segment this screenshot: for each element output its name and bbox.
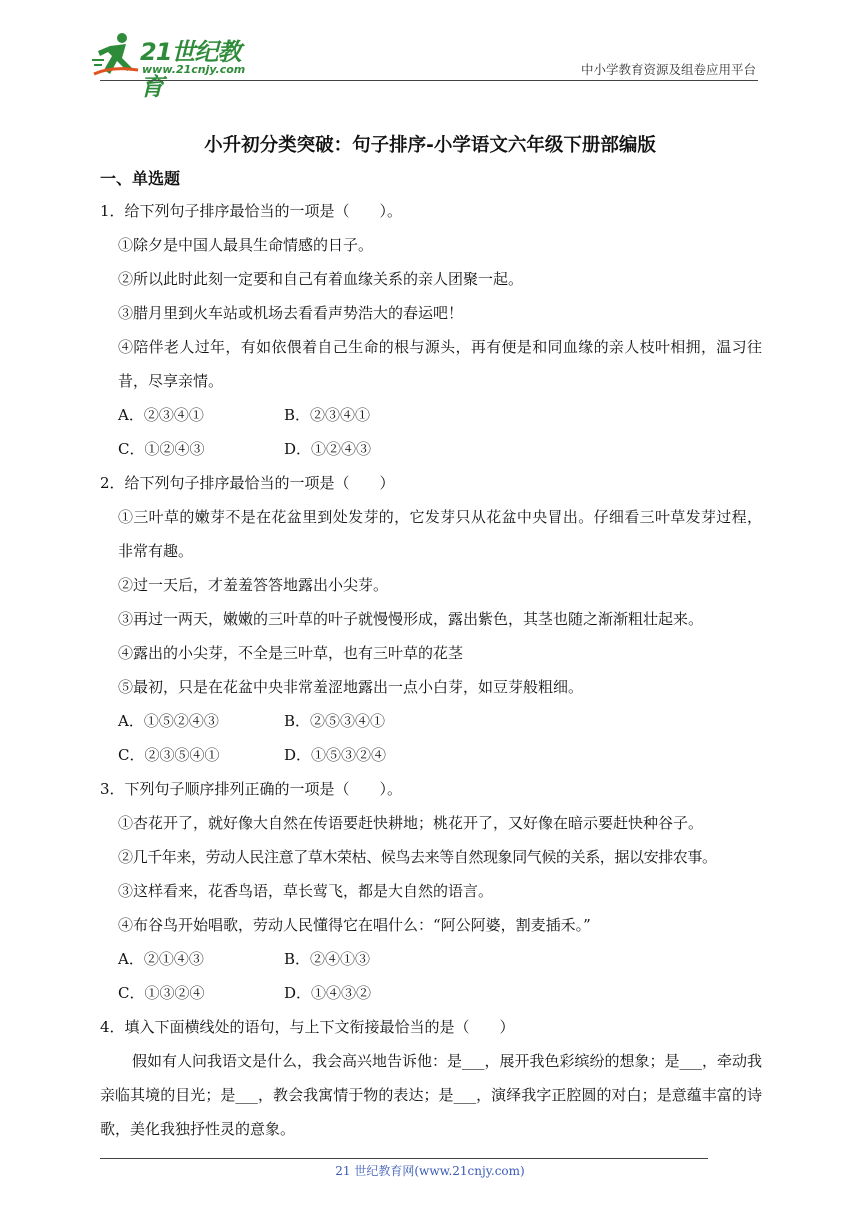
logo-brand: 21世纪教育 [140,38,241,101]
sentence-item: ④陪伴老人过年，有如依偎着自己生命的根与源头，再有便是和同血缘的亲人枝叶相拥，温习往昔，尽享亲情。 [118,338,762,390]
option-a[interactable]: A．②①④③ [118,950,204,968]
sentence-item: ②所以此时此刻一定要和自己有着血缘关系的亲人团聚一起。 [118,270,524,288]
section-heading: 一、单选题 [100,169,181,188]
options-row [100,704,762,738]
header-divider [100,80,758,81]
question-stem: 2．给下列句子排序最恰当的一项是（ ） [100,474,395,492]
sentence-item: ①三叶草的嫩芽不是在花盆里到处发芽的，它发芽只从花盆中央冒出。仔细看三叶草发芽过程，非常有趣。 [118,508,762,560]
sentence-item: ⑤最初，只是在花盆中央非常羞涩地露出一点小白芽，如豆芽般粗细。 [118,678,584,696]
question-stem: 3．下列句子顺序排列正确的一项是（ ）。 [100,780,403,798]
option-c[interactable]: C．①③②④ [118,984,205,1002]
platform-name: 中小学教育资源及组卷应用平台 [580,62,756,77]
logo [92,30,262,101]
question-list [100,194,762,1146]
sentence-item: ①除夕是中国人最具生命情感的日子。 [118,236,374,254]
option-d[interactable]: D．①④③② [284,984,372,1002]
page-header [0,0,860,101]
sentence-item: ④露出的小尖芽，不全是三叶草，也有三叶草的花茎 [118,644,464,662]
options-row [100,432,762,466]
option-a[interactable]: A．①⑤②④③ [118,712,219,730]
option-d[interactable]: D．①②④③ [284,440,372,458]
sentence-item: ③腊月里到火车站或机场去看看声势浩大的春运吧！ [118,304,464,322]
option-c[interactable]: C．①②④③ [118,440,205,458]
options-row [100,738,762,772]
options-row [100,976,762,1010]
option-c[interactable]: C．②③⑤④① [118,746,220,764]
document-title: 小升初分类突破：句子排序-小学语文六年级下册部编版 [204,135,656,156]
option-a[interactable]: A．②③④① [118,406,204,424]
sentence-item: ②过一天后，才羞羞答答地露出小尖芽。 [118,576,389,594]
question-stem: 4．填入下面横线处的语句，与上下文衔接最恰当的是（ ） [100,1018,515,1036]
option-b[interactable]: B．②③④① [284,406,371,424]
option-b[interactable]: B．②④①③ [284,950,371,968]
options-row [100,942,762,976]
footer-text: 21 世纪教育网(www.21cnjy.com) [335,1164,525,1178]
option-b[interactable]: B．②⑤③④① [284,712,386,730]
sentence-item: ②几千年来，劳动人民注意了草木荣枯、候鸟去来等自然现象同气候的关系，据以安排农事。 [118,848,717,866]
sentence-item: ①杏花开了，就好像大自然在传语要赶快耕地；桃花开了，又好像在暗示要赶快种谷子。 [118,814,704,832]
question-stem: 1．给下列句子排序最恰当的一项是（ ）。 [100,202,403,220]
sentence-item: ③这样看来，花香鸟语，草长莺飞，都是大自然的语言。 [118,882,494,900]
question-paragraph: 假如有人问我语文是什么，我会高兴地告诉他：是___，展开我色彩缤纷的想象；是___，牵动我亲临其境的目光；是___，教会我寓情于物的表达；是___，演绎我字正腔圆的对白；是意蕴丰富的诗歌，美化我独抒性灵的意象。 [100,1052,763,1138]
option-d[interactable]: D．①⑤③②④ [284,746,387,764]
sentence-item: ③再过一两天，嫩嫩的三叶草的叶子就慢慢形成，露出紫色，其茎也随之渐渐粗壮起来。 [118,610,704,628]
logo-url: www.21cnjy.com [142,63,246,76]
runner-logo-icon [92,30,142,80]
options-row [100,398,762,432]
sentence-item: ④布谷鸟开始唱歌，劳动人民懂得它在唱什么：“阿公阿婆，割麦插禾。” [118,916,591,934]
footer-divider [100,1158,708,1159]
